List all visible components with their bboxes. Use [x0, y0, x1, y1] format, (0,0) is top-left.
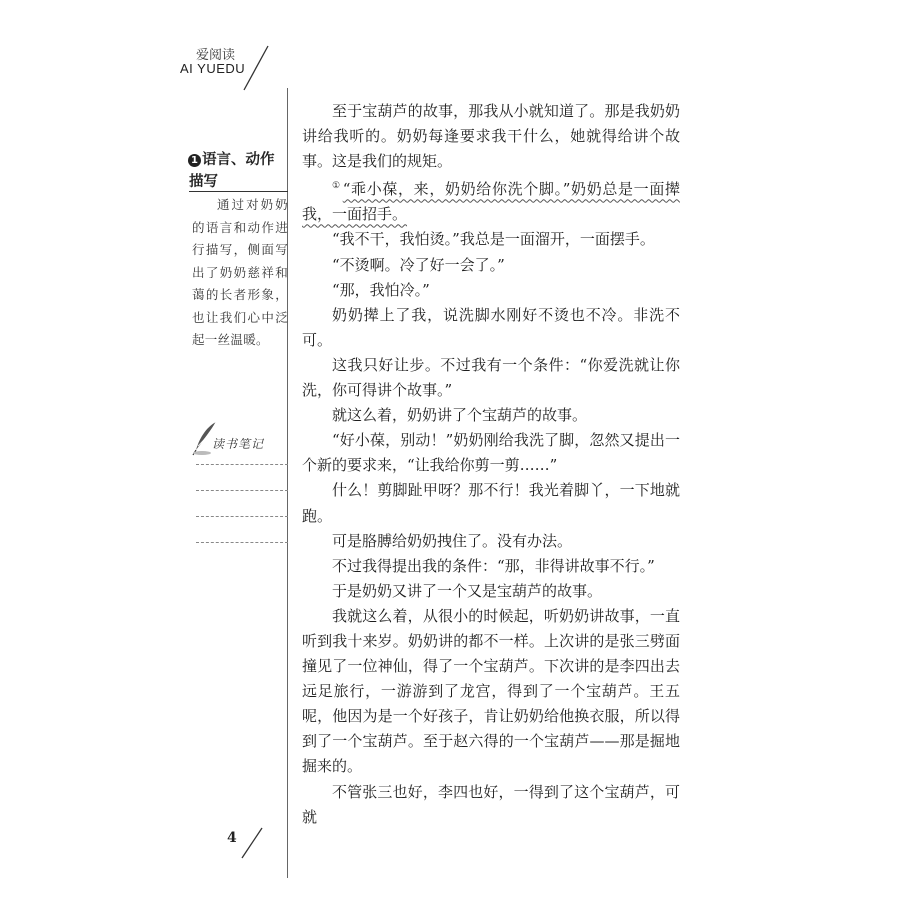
paragraph: “我不干，我怕烫。”我总是一面溜开，一面摆手。 — [332, 230, 655, 249]
paragraph: 于是奶奶又讲了一个又是宝葫芦的故事。 — [332, 581, 603, 600]
paragraph: 什么！剪脚趾甲呀？那不行！我光着脚丫，一下地就跑。 — [302, 481, 680, 525]
paragraph: 可是胳膊给奶奶拽住了。没有办法。 — [332, 531, 573, 550]
wavy-underlined-text: “乖小葆，来，奶奶给你洗个脚。”奶奶总是一面撵我，一面招手。 — [302, 180, 680, 224]
reading-notes-label: 读书笔记 — [212, 437, 265, 451]
reading-notes-line — [196, 490, 288, 491]
page-number: 4 — [227, 830, 237, 846]
highlighted-paragraph — [302, 174, 680, 227]
annotation-title — [188, 149, 288, 171]
paragraph: 不过我得提出我的条件：“那，非得讲故事不行。” — [332, 556, 655, 575]
reading-notes-line — [196, 542, 288, 543]
story-text — [302, 99, 680, 830]
header-title-cn: 爱阅读 — [196, 48, 236, 63]
paragraph: 这我只好让步。不过我有一个条件：“你爱洗就让你洗，你可得讲个故事。” — [302, 355, 680, 400]
paragraph: 我就这么着，从很小的时候起，听奶奶讲故事，一直听到我十来岁。奶奶讲的都不一样。上次讲的是张三劈面撞见了一位神仙，得了一个宝葫芦。下次讲的是李四出去远足旅行，一游游到了龙宫，得到了一个宝葫芦。王五呢，他因为是一个好孩子，肯让奶奶给他换衣服，所以得到了一个宝葫芦。至于赵六得的一个宝葫芦——那是掘地掘来的。 — [302, 606, 680, 776]
annotation-body: 通过对奶奶的语言和动作进行描写，侧面写出了奶奶慈祥和蔼的长者形象，也让我们心中泛起一丝温暖。 — [192, 197, 288, 347]
annotation-marker: ① — [332, 181, 341, 192]
header-slash-decoration — [240, 44, 270, 94]
paragraph: “好小葆，别动！”奶奶刚给我洗了脚，忽然又提出一个新的要求来，“让我给你剪一剪……” — [302, 431, 680, 475]
annotation-title-text: 语言、动作 — [202, 152, 275, 168]
paragraph: 奶奶撵上了我，说洗脚水刚好不烫也不冷。非洗不可。 — [302, 305, 680, 349]
annotation-number-badge: 1 — [188, 154, 201, 167]
header-title-en: AI YUEDU — [180, 61, 246, 76]
reading-notes-line — [196, 464, 288, 465]
paragraph: 至于宝葫芦的故事，那我从小就知道了。那是我奶奶讲给我听的。奶奶每逢要求我干什么，她就得给讲个故事。这是我们的规矩。 — [302, 102, 680, 171]
paragraph: “不烫啊。冷了好一会了。” — [332, 255, 505, 274]
annotation-title-underline — [189, 191, 288, 192]
annotation-title-line2: 描写 — [189, 174, 218, 190]
page-number-slash-decoration — [238, 826, 264, 860]
paragraph: 不管张三也好，李四也好，一得到了这个宝葫芦，可就 — [302, 782, 680, 826]
paragraph: “那，我怕冷。” — [332, 280, 430, 299]
paragraph: 就这么着，奶奶讲了个宝葫芦的故事。 — [332, 406, 588, 425]
reading-notes-line — [196, 516, 288, 517]
